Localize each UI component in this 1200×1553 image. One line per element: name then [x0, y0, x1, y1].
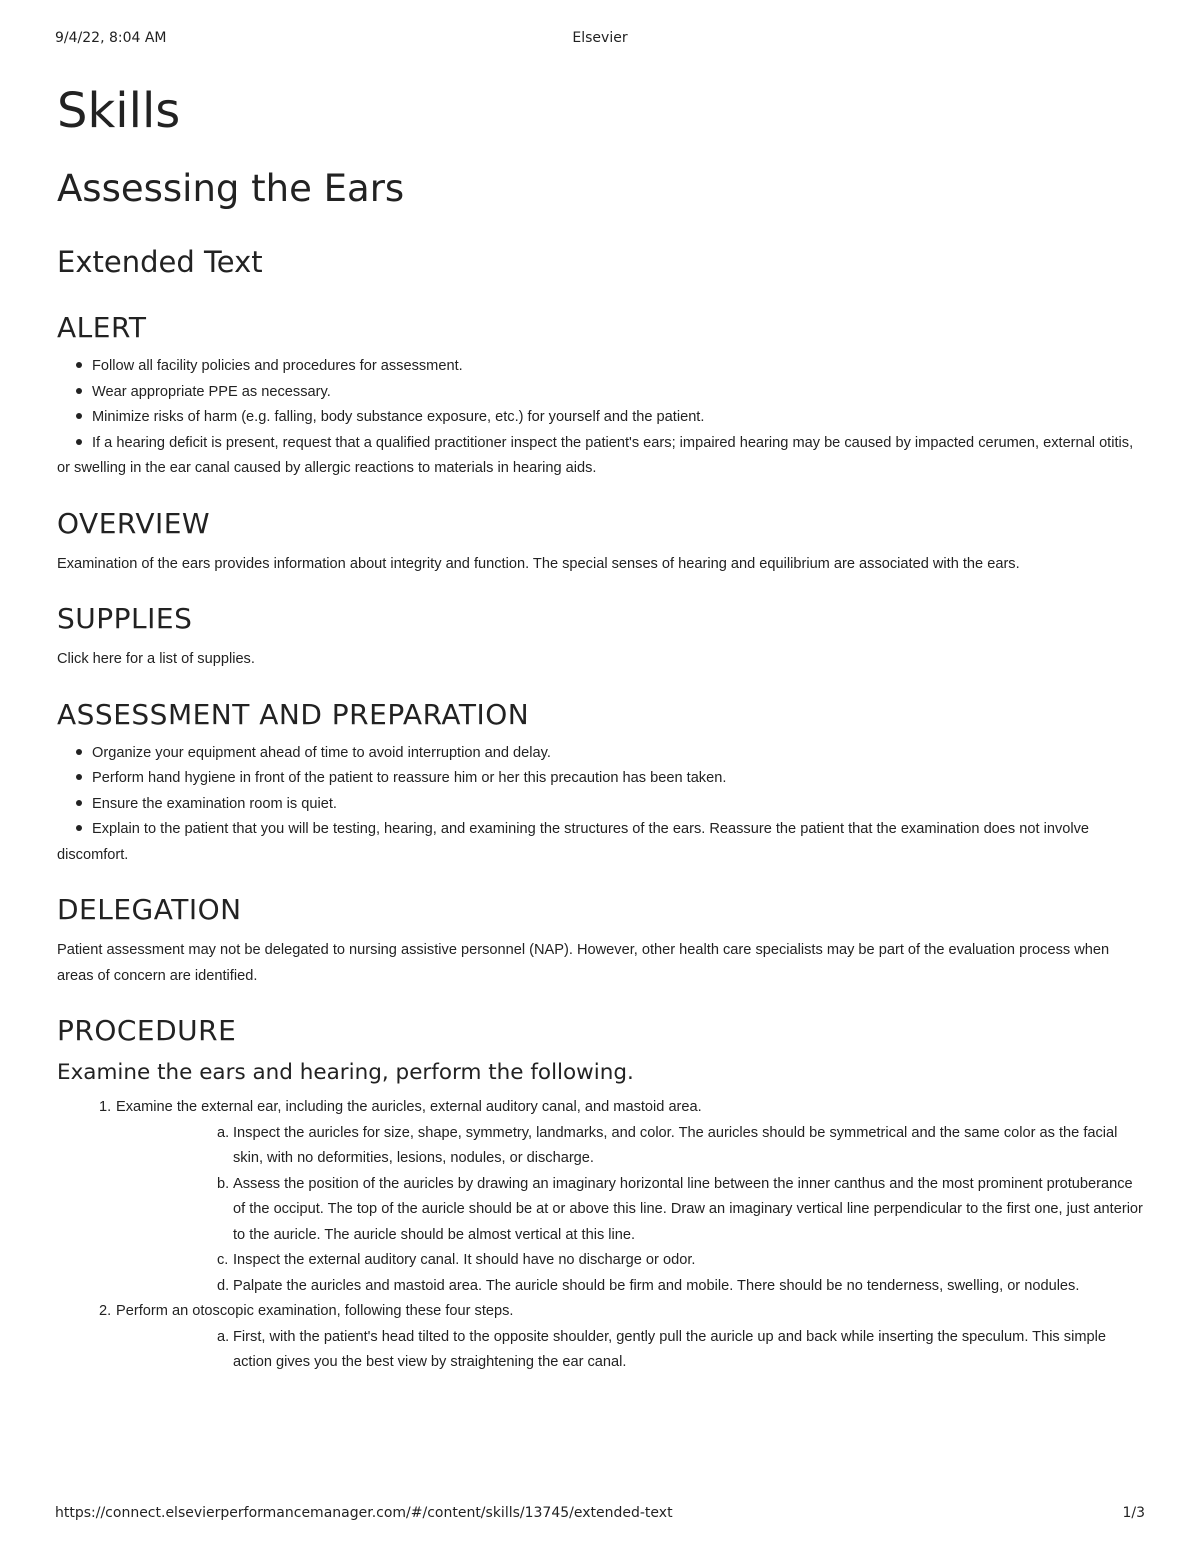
list-item: Explain to the patient that you will be testing, hearing, and examining the structures of the ears. Reassure the patient that the examination does not involve discomfort. — [57, 821, 1090, 863]
procedure-step: 2. Perform an otoscopic examination, following these four steps. a. First, with the patient's head tilted to the opposite shoulder, gently pull the auricle up and back while inserting the speculum. This simple action gives you the best view by straightening the ear canal. — [57, 1299, 1147, 1376]
alert-heading: ALERT — [57, 311, 147, 344]
assessment-list — [57, 741, 1147, 869]
bullet-icon — [76, 413, 82, 419]
list-item: Wear appropriate PPE as necessary. — [57, 380, 1147, 406]
procedure-substep: d. Palpate the auricles and mastoid area. The auricle should be firm and mobile. There should be no tenderness, swelling, or nodules. — [217, 1277, 1080, 1294]
bullet-icon — [76, 439, 82, 445]
procedure-heading: PROCEDURE — [57, 1014, 237, 1047]
page-title: Skills — [57, 83, 181, 139]
print-site-name: Elsevier — [572, 30, 628, 46]
overview-heading: OVERVIEW — [57, 506, 211, 540]
procedure-substep: a. Inspect the auricles for size, shape, symmetry, landmarks, and color. The auricles should be symmetrical and the same color as the facial skin, with no deformities, lesions, nodules, or discharge. — [217, 1124, 1118, 1166]
document-content — [57, 80, 1147, 1376]
list-item: If a hearing deficit is present, request that a qualified practitioner inspect the patient's ears; impaired hearing may be caused by impacted cerumen, external otitis, or swelling in the ear canal caused by allergic reactions to materials in hearing aids. — [57, 434, 1134, 476]
skill-title: Assessing the Ears — [57, 167, 405, 210]
procedure-subheading: Examine the ears and hearing, perform the following. — [57, 1060, 634, 1085]
skill-subtitle: Extended Text — [57, 245, 263, 279]
list-item: Ensure the examination room is quiet. — [57, 792, 1147, 818]
procedure-substep: c. Inspect the external auditory canal. It should have no discharge or odor. — [217, 1252, 696, 1268]
page-url: https://connect.elsevierperformancemanager.com/#/content/skills/13745/extended-text — [55, 1505, 673, 1521]
delegation-text: Patient assessment may not be delegated to nursing assistive personnel (NAP). However, other health care specialists may be part of the evaluation process when areas of concern are identified. — [57, 942, 1110, 984]
list-item: Follow all facility policies and procedures for assessment. — [57, 354, 1147, 380]
procedure-steps — [57, 1095, 1147, 1376]
bullet-icon — [76, 749, 82, 755]
procedure-substeps — [116, 1121, 1147, 1300]
alert-list — [57, 354, 1147, 482]
print-date: 9/4/22, 8:04 AM — [55, 30, 167, 46]
procedure-step: 1. Examine the external ear, including the auricles, external auditory canal, and mastoid area. a. Inspect the auricles for size, shape, symmetry, landmarks, and color. The auricles should be symmetrical and the same color as the facial skin, with no deformities, lesions, nodules, or discharge. b. Assess the position of the auricles by drawing an imaginary horizontal line between the inner canthus and the most prominent protuberance of the occiput. The top of the auricle should be at or above this line. Draw an imaginary vertical line perpendicular to the first one, just anterior to the auricle. The auricle should be almost vertical at this line. c. Inspect the external auditory canal. It should have no discharge or odor. d. Palpate the auricles and mastoid area. The auricle should be firm and mobile. There should be no tenderness, swelling, or nodules. — [57, 1095, 1147, 1299]
page-number: 1/3 — [1122, 1505, 1145, 1521]
assessment-heading: ASSESSMENT AND PREPARATION — [57, 697, 530, 731]
delegation-heading: DELEGATION — [57, 893, 242, 926]
bullet-icon — [76, 825, 82, 831]
list-item: Perform hand hygiene in front of the patient to reassure him or her this precaution has been taken. — [57, 766, 1147, 792]
procedure-substep: a. First, with the patient's head tilted to the opposite shoulder, gently pull the auricle up and back while inserting the speculum. This simple action gives you the best view by straightening the ear canal. — [217, 1328, 1106, 1370]
bullet-icon — [76, 800, 82, 806]
list-item: Organize your equipment ahead of time to avoid interruption and delay. — [57, 741, 1147, 767]
print-header — [55, 30, 1145, 50]
list-item: Minimize risks of harm (e.g. falling, body substance exposure, etc.) for yourself and the patient. — [57, 405, 1147, 431]
supplies-heading: SUPPLIES — [57, 602, 193, 635]
bullet-icon — [76, 388, 82, 394]
bullet-icon — [76, 774, 82, 780]
procedure-substeps — [116, 1325, 1147, 1376]
print-footer — [55, 1505, 1145, 1525]
procedure-substep: b. Assess the position of the auricles by drawing an imaginary horizontal line between the inner canthus and the most prominent protuberance of the occiput. The top of the auricle should be at or above this line. Draw an imaginary vertical line perpendicular to the first one, just anterior to the auricle. The auricle should be almost vertical at this line. — [217, 1175, 1143, 1243]
bullet-icon — [76, 362, 82, 368]
supplies-link[interactable]: Click here for a list of supplies. — [57, 651, 255, 667]
overview-text: Examination of the ears provides information about integrity and function. The special senses of hearing and equilibrium are associated with the ears. — [57, 555, 1020, 572]
